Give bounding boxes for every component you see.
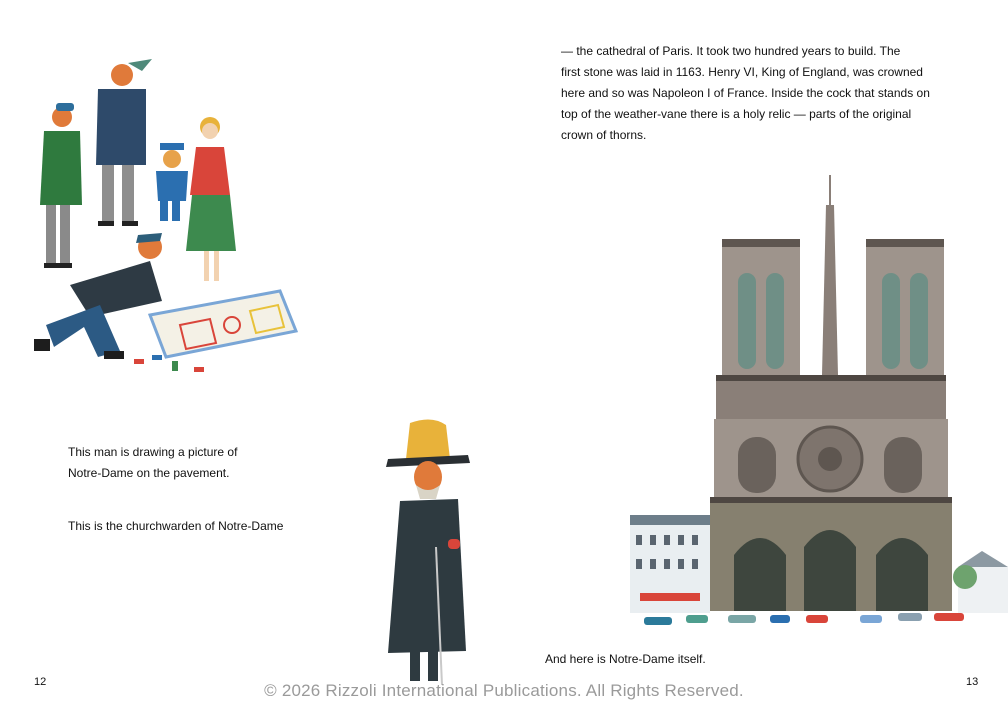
man-blue-jacket — [96, 59, 152, 226]
right-buildings — [953, 551, 1008, 613]
top-paragraph — [561, 41, 971, 146]
artist-caption-line1: This man is drawing a picture of — [68, 445, 238, 459]
copyright-notice: © 2026 Rizzoli International Publications. All Rights Reserved. — [264, 681, 744, 700]
page-number-right: 13 — [966, 676, 979, 688]
paragraph-line: first stone was laid in 1163. Henry VI, King of England, was crowned — [561, 65, 923, 79]
cars — [644, 613, 964, 625]
cathedral-facade — [710, 175, 952, 611]
pavement-artist-illustration — [10, 55, 310, 385]
notre-dame-illustration — [630, 175, 1008, 627]
churchwarden-caption: This is the churchwarden of Notre-Dame — [68, 519, 284, 533]
paragraph-line: crown of thorns. — [561, 128, 647, 142]
paragraph-line: top of the weather-vane there is a holy relic — parts of the original — [561, 107, 912, 121]
woman-figure — [186, 117, 236, 281]
churchwarden-illustration — [370, 415, 480, 690]
child-figure — [156, 143, 188, 221]
page-number-left: 12 — [34, 676, 47, 688]
artist-caption-line2: Notre-Dame on the pavement. — [68, 466, 230, 480]
man-green-coat — [40, 103, 82, 268]
chalk-drawing — [134, 291, 296, 372]
cathedral-caption: And here is Notre-Dame itself. — [545, 652, 706, 666]
paragraph-line: — the cathedral of Paris. It took two hundred years to build. The — [561, 44, 901, 58]
paragraph-line: here and so was Napoleon I of France. Inside the cock that stands on — [561, 86, 930, 100]
left-buildings — [630, 515, 710, 613]
